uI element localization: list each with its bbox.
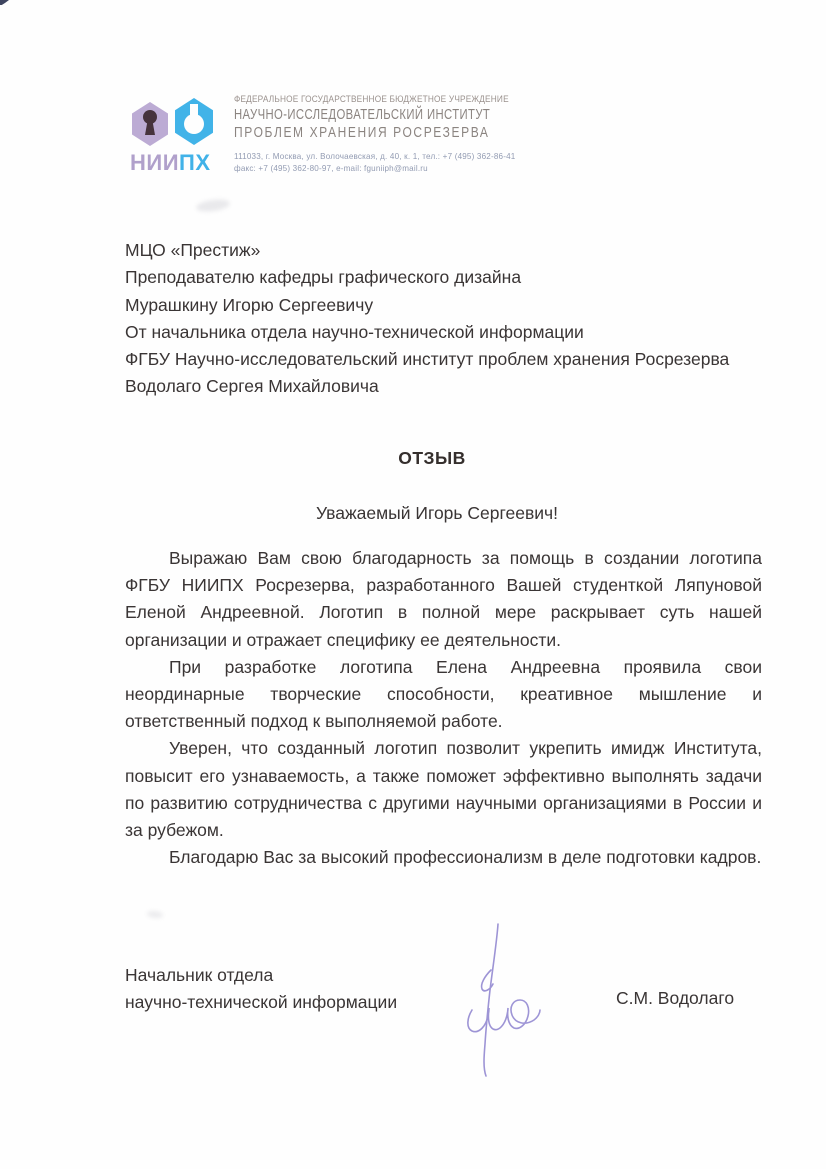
logo-acronym-ph: ПХ (179, 150, 211, 175)
logo-acronym (130, 150, 211, 176)
org-address (234, 150, 538, 174)
logo-acronym-niip: НИИ (130, 150, 180, 175)
handwritten-signature (442, 918, 562, 1080)
body-paragraph: Выражаю Вам свою благодарность за помощь в создании логотипа ФГБУ НИИПХ Росрезерва, разработанного Вашей студенткой Ляпуновой Еленой Андреевной. Логотип в полной мере раскрывает суть нашей организации и отражает специфику ее деятельности. (125, 548, 762, 650)
address-line-2: факс: +7 (495) 362-80-97, e-mail: fguniiph@mail.ru (234, 163, 428, 173)
letterhead-text (234, 94, 554, 174)
scan-artifact-corner (0, 0, 9, 5)
signer-name: С.М. Водолаго (616, 988, 735, 1008)
scan-smudge (195, 198, 230, 214)
logo-hexagon-blue (175, 98, 213, 145)
logo-hexagon-purple (132, 102, 168, 146)
recipient-line: От начальника отдела научно-технической информации (125, 321, 584, 342)
recipient-line: Водолаго Сергея Михайловича (125, 376, 379, 397)
recipient-line: ФГБУ Научно-исследовательский институт проблем хранения Росрезерва (125, 349, 730, 370)
body-paragraph: При разработке логотипа Елена Андреевна проявила свои неординарные творческие способности, креативное мышление и ответственный подход к выполняемой работе. (125, 656, 762, 732)
recipient-line: МЦО «Престиж» (125, 240, 261, 260)
letter-title: ОТЗЫВ (398, 448, 466, 468)
keyhole-icon (132, 102, 168, 146)
recipient-block (125, 237, 785, 401)
body-paragraph: Благодарю Вас за высокий профессионализм в деле подготовки кадров. (169, 847, 762, 868)
signer-position (125, 962, 397, 1017)
org-type-line: ФЕДЕРАЛЬНОЕ ГОСУДАРСТВЕННОЕ БЮДЖЕТНОЕ УЧРЕЖДЕНИЕ (234, 94, 509, 104)
address-line-1: 111033, г. Москва, ул. Волочаевская, д. 40, к. 1, тел.: +7 (495) 362-86-41 (234, 151, 516, 161)
letter-body (125, 545, 762, 871)
scan-smudge (147, 910, 164, 919)
org-name-line-1: НАУЧНО-ИССЛЕДОВАТЕЛЬСКИЙ ИНСТИТУТ (234, 107, 491, 123)
body-paragraph: Уверен, что созданный логотип позволит укрепить имидж Института, повысит его узнаваемость, а также поможет эффективно выполнять задачи по развитию сотрудничества с другими научными организациями в России и за рубежом. (125, 738, 762, 841)
recipient-line: Преподавателю кафедры графического дизайна (125, 267, 522, 288)
recipient-line: Мурашкину Игорю Сергеевичу (125, 294, 374, 315)
salutation: Уважаемый Игорь Сергеевич! (315, 503, 559, 523)
signer-position-line-2: научно-технической информации (125, 992, 398, 1013)
signer-position-line-1: Начальник отдела (125, 965, 274, 985)
flask-icon (175, 98, 213, 145)
niiph-logo (130, 96, 230, 180)
org-name-line-2: ПРОБЛЕМ ХРАНЕНИЯ РОСРЕЗЕРВА (234, 124, 490, 141)
